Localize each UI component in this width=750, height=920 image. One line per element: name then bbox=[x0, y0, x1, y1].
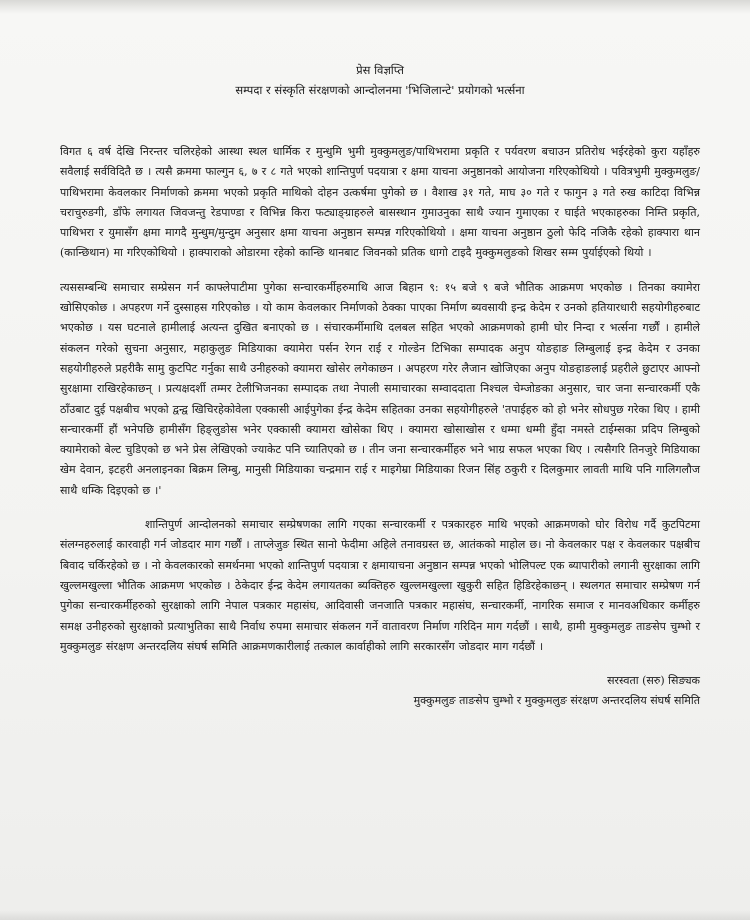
paragraph-background: विगत ६ वर्ष देखि निरन्तर चलिरहेको आस्था स्थल धार्मिक र मुन्धुमि भुमी मुक्कुमलुङ/पाथिभरामा प्रकृति र पर्यवरण बचाउन प्रतिरोध भईरहेको कुरा यहाँहरु सवैलाई सर्वविदितै छ । त्यसै क्रममा फाल्गुन ६, ७ र ८ गते भएको शान्तिपुर्ण पदयात्रा र क्षमा याचना अनुष्ठानको आयोजना गरिएकोथियो । पवित्रभुमी मुक्कुमलुङ/पाथिभरामा केवलकार निर्माणको क्रममा भएको प्रकृति माथिको दोहन उत्कर्षमा पुगेको छ । वैशाख ३१ गते, माघ ३० गते र फागुन ३ गते रुख काटिदा विभिन्न चराचुरुङगी, डाँफे लगायत जिवजन्तु रेडपाण्डा र विभिन्न किरा फट्याङ्ग्राहरुले बासस्थान गुमाउनुका साथै ज्यान गुमाएका र घाईते भएकाहरुका निम्ति प्रकृति, पाथिभरा र युमासँग क्षमा मागदै मुन्धुम/मुन्दुम अनुसार क्षमा याचना अनुष्ठान सम्पन्न गरिएकोथियो । क्षमा याचना अनुष्ठान ठुलो फेदि नजिकै रहेको हाक्पारा थान (कान्छिथान) मा गरिएकोथियो । हाक्पाराको ओडारमा रहेको कान्छि थानबाट जिवनको प्रतिक धागो टाइदै मुक्कुमलुङको शिखर सम्म पुर्याईएको थियो । bbox=[60, 145, 700, 260]
paragraph-incident: त्यससम्बन्धि समाचार सम्प्रेसन गर्न काफ्लेपाटीमा पुगेका सन्चारकर्मीहरुमाथि आज बिहान ९: १५ बजे ९ बजे भौतिक आक्रमण भएकोछ । तिनका क्यामेरा खोसिएकोछ । अपहरण गर्ने दुस्साहस गरिएकोछ । यो काम केवलकार निर्माणको ठेक्का पाएका निर्माण ब्यवसायी इन्द्र केदेम र उनको हतियारधारी सहयोगीहरुबाट भएकोछ । यस घटनाले हामीलाई अत्यन्त दुखित बनाएको छ । संचारकर्मीमाथि दलबल सहित भएको आक्रमणको हामी घोर निन्दा र भर्त्सना गर्छौं । हामीले संकलन गरेको सुचना अनुसार, महाकुलुङ मिडियाका क्यामेरा पर्सन रेगन राई र गोल्डेन टिभिका सम्पादक अनुप योङहाङ लिम्बुलाई इन्द्र केदेम र उनका सहयोगीहरुले प्रहरीकै सामु कुटपिट गर्नुका साथै उनीहरुको क्यामरा खोसेर लगेकाछन । अपहरण गरेर लैजान खोजिएका अनुप योङहाङलाई प्रहरीले छुटाएर आफ्नो सुरक्षामा राखिरहेकाछन् । प्रत्यक्षदर्शी तम्मर टेलीभिजनका सम्पादक तथा नेपाली समाचारका सम्वाददाता निश्चल चेम्जोङका अनुसार, चार जना सन्चारकर्मी एकै ठाँउबाट दुई पक्षबीच भएको द्वन्द्व खिचिरहेकोवेला एक्कासी आईपुगेका ईन्द्र केदेम सहितका उनका सहयोगीहरुले 'तपाईहरु को हो भनेर सोधपुछ गरेका थिए । हामी सन्चारकर्मी हौं भनेपछि हामीसँग हिङ्लुङोस भनेर एक्कासी क्यामरा खोसेका थिए । क्यामरा खोसाखोस र धम्मा धम्मी हुँदा नमस्ते टाईम्सका प्रदिप लिम्बुको क्यामेराको बेल्ट चुडिएको छ भने प्रेस लेखिएको ज्याकेट पनि च्यातिएको छ । तीन जना सन्चारकर्मीहरु भने भाग्र सफल भएका थिए । त्यसैगरि तिनजुरे मिडियाका खेम देवान, इटहरी अनलाइनका बिक्रम लिम्बु, मानुसी मिडियाका चन्द्रमान राई र माइगेम्रा मिडियाका रिजन सिंह ठकुरी र दिलकुमार लावती माथि पनि गालिगलौज साथै धम्कि दिइएको छ ।' bbox=[60, 280, 700, 497]
paragraph-demands: शान्तिपुर्ण आन्दोलनको समाचार सम्प्रेषणका लागि गएका सन्चारकर्मी र पत्रकारहरु माथि भएको आक्रमणको घोर विरोध गर्दै कुटपिटमा संलग्नहरुलाई कारवाही गर्न जोडदार माग गर्छौं । ताप्लेजुङ स्थित सानो फेदीमा अहिले तनावग्रस्त छ, आतंकको माहोल छ। नो केवलकार पक्ष र केवलकार पक्षबीच बिवाद चर्किरहेको छ । नो केवलकारको समर्थनमा भएको शान्तिपुर्ण पदयात्रा र क्षमायाचना अनुष्ठान सम्पन्न भएको भोलिपल्ट एक ब्यापारीको लगानी सुरक्षाका लागि खुल्लमखुल्ला भौतिक आक्रमण भएकोछ । ठेकेदार ईन्द्र केदेम लगायतका ब्यक्तिहरु खुल्लमखुल्ला खुकुरी सहित हिडिरहेकाछन् । स्थलगत समाचार सम्प्रेषण गर्न पुगेका सन्चारकर्मीहरुको सुरक्षाको लागि नेपाल पत्रकार महासंघ, आदिवासी जनजाति पत्रकार महासंघ, सन्चारकर्मी, नागरिक समाज र मानवअधिकार कर्मीहरु समक्ष उनीहरुको सुरक्षाको प्रत्याभुतिका साथै निर्वाध रुपमा समाचार संकलन गर्ने वातावरण निर्माण गरिदिन माग गर्दछौं । साथै, हामी मुक्कुमलुङ ताङसेप चुम्भो र मुक्कुमलुङ संरक्षण अन्तरदलिय संघर्ष समिति आक्रमणकारीलाई तत्काल कार्वाहीको लागि सरकारसँग जोडदार माग गर्दछौं । bbox=[60, 518, 700, 653]
signatory-name: सरस्वता (सरु) सिङ्यक bbox=[607, 674, 700, 688]
document-header bbox=[60, 60, 700, 100]
signature-block bbox=[60, 671, 700, 711]
page-bottom-shadow bbox=[0, 910, 750, 920]
document-title: प्रेस विज्ञप्ति bbox=[356, 63, 404, 77]
document-body bbox=[60, 60, 700, 711]
signatory-organization: मुक्कुमलुङ ताङसेप चुम्भो र मुक्कुमलुङ संरक्षण अन्तरदलिय संघर्ष समिति bbox=[413, 694, 700, 708]
page-top-shadow bbox=[0, 0, 750, 14]
document-subtitle: सम्पदा र संस्कृति संरक्षणको आन्दोलनमा 'भिजिलान्टे' प्रयोगको भर्त्सना bbox=[235, 83, 525, 97]
